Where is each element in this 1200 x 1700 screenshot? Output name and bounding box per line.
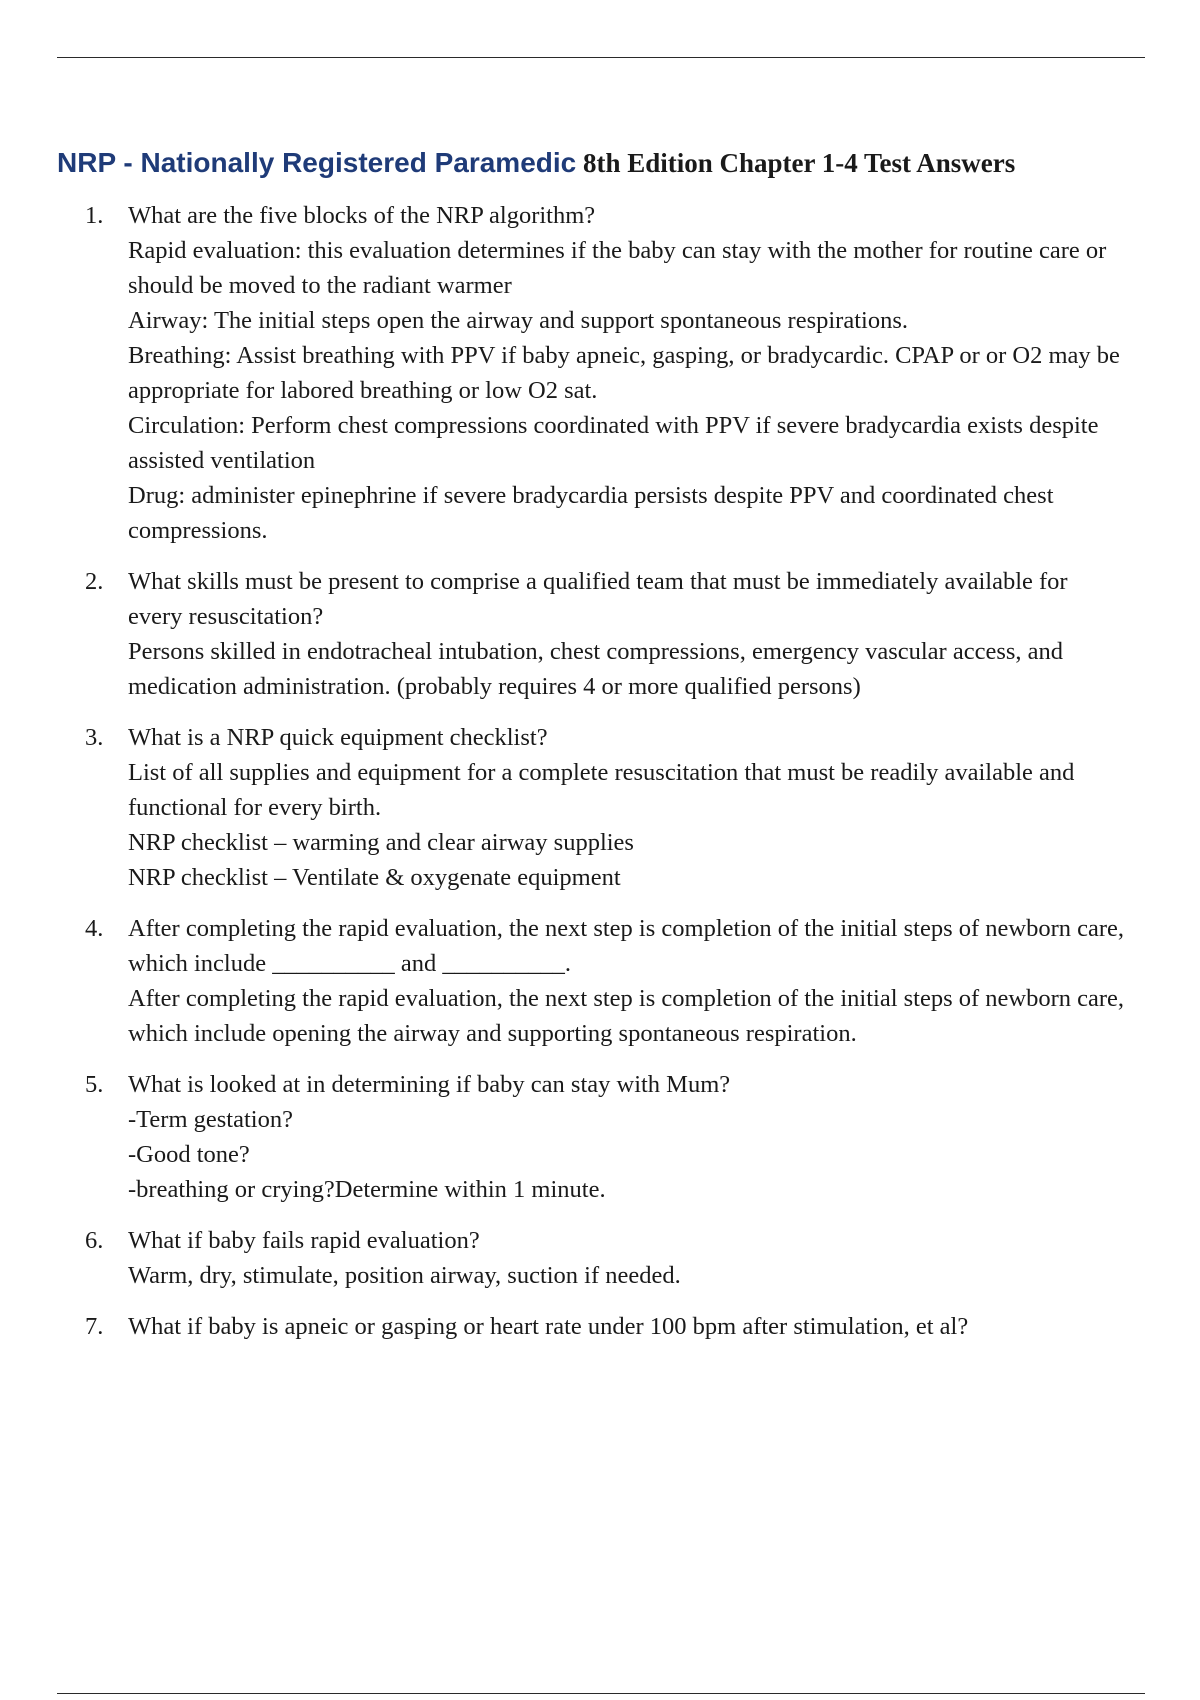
answer-line: Breathing: Assist breathing with PPV if baby apneic, gasping, or bradycardic. CPAP or or O2 may be appropriate for labored breathing or low O2 sat. xyxy=(128,342,1120,404)
bottom-rule xyxy=(57,1693,1145,1694)
question-text: What if baby fails rapid evaluation? xyxy=(128,1227,480,1254)
question-text: What skills must be present to comprise a qualified team that must be immediately available for every resuscitation? xyxy=(128,568,1068,630)
question-number: 4. xyxy=(85,915,104,942)
question-number: 7. xyxy=(85,1313,104,1340)
document-title xyxy=(57,146,1015,181)
question-item-2 xyxy=(85,564,1125,704)
answer-line: -Term gestation? xyxy=(128,1106,293,1133)
question-item-5 xyxy=(85,1067,1125,1207)
document-title-rest: 8th Edition Chapter 1-4 Test Answers xyxy=(576,148,1016,178)
question-item-6 xyxy=(85,1223,1125,1293)
answer-line: List of all supplies and equipment for a complete resuscitation that must be readily available and functional for every birth. xyxy=(128,759,1075,821)
answer-line: NRP checklist – warming and clear airway supplies xyxy=(128,829,634,856)
answer-line: After completing the rapid evaluation, the next step is completion of the initial steps of newborn care, which include opening the airway and supporting spontaneous respiration. xyxy=(128,985,1125,1047)
answer-line: Warm, dry, stimulate, position airway, suction if needed. xyxy=(128,1262,681,1289)
answer-line: Circulation: Perform chest compressions coordinated with PPV if severe bradycardia exists despite assisted ventilation xyxy=(128,412,1099,474)
answer-line: NRP checklist – Ventilate & oxygenate equipment xyxy=(128,864,621,891)
document-title-lead: NRP - Nationally Registered Paramedic xyxy=(57,147,577,178)
answer-line: -breathing or crying?Determine within 1 minute. xyxy=(128,1176,606,1203)
question-number: 2. xyxy=(85,568,104,595)
question-number: 3. xyxy=(85,724,104,751)
top-rule xyxy=(57,57,1145,58)
question-text: What is looked at in determining if baby can stay with Mum? xyxy=(128,1071,731,1098)
question-text: After completing the rapid evaluation, the next step is completion of the initial steps of newborn care, which include __________ and __________. xyxy=(128,915,1125,977)
question-item-3 xyxy=(85,720,1125,895)
answer-line: Airway: The initial steps open the airway and support spontaneous respirations. xyxy=(128,307,908,334)
question-text: What if baby is apneic or gasping or heart rate under 100 bpm after stimulation, et al? xyxy=(128,1313,969,1340)
question-item-1 xyxy=(85,198,1125,548)
question-number: 6. xyxy=(85,1227,104,1254)
answer-line: Rapid evaluation: this evaluation determines if the baby can stay with the mother for routine care or should be moved to the radiant warmer xyxy=(128,237,1107,299)
question-item-7 xyxy=(85,1309,1125,1344)
answer-line: -Good tone? xyxy=(128,1141,250,1168)
question-item-4 xyxy=(85,911,1125,1051)
question-list xyxy=(85,198,1125,1360)
question-number: 5. xyxy=(85,1071,104,1098)
question-number: 1. xyxy=(85,202,104,229)
question-text: What is a NRP quick equipment checklist? xyxy=(128,724,548,751)
question-text: What are the five blocks of the NRP algorithm? xyxy=(128,202,596,229)
answer-line: Persons skilled in endotracheal intubation, chest compressions, emergency vascular access, and medication administration. (probably requires 4 or more qualified persons) xyxy=(128,638,1064,700)
answer-line: Drug: administer epinephrine if severe bradycardia persists despite PPV and coordinated chest compressions. xyxy=(128,482,1054,544)
